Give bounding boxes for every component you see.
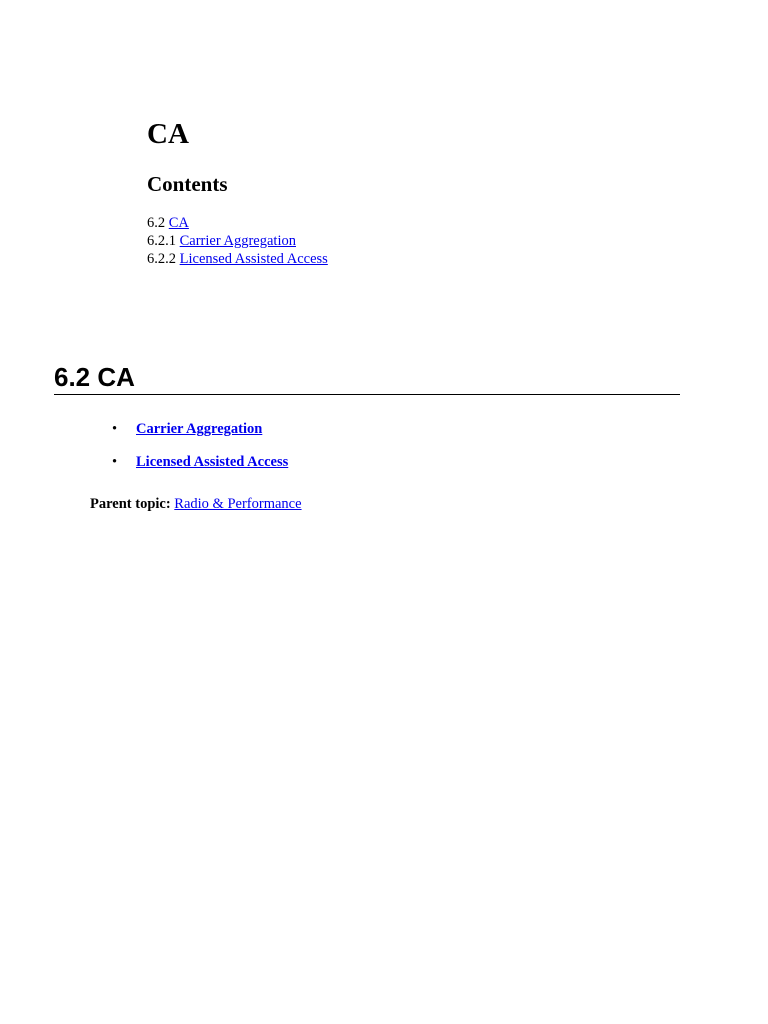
toc-number: 6.2.1 — [147, 233, 176, 249]
parent-topic — [90, 494, 302, 514]
link-licensed-assisted-access[interactable]: Licensed Assisted Access — [136, 454, 289, 470]
bullet: • — [112, 421, 118, 437]
contents-heading: Contents — [147, 172, 228, 196]
parent-topic-link[interactable]: Radio & Performance — [174, 496, 302, 512]
toc-number: 6.2 — [147, 215, 166, 231]
list-item — [110, 451, 288, 473]
toc-item — [147, 250, 328, 268]
page-title: CA — [147, 118, 189, 150]
bullet: • — [112, 454, 118, 470]
toc-link-carrier-aggregation[interactable]: Carrier Aggregation — [179, 233, 296, 249]
toc-link-licensed-assisted-access[interactable]: Licensed Assisted Access — [179, 251, 328, 267]
table-of-contents — [147, 214, 328, 268]
toc-number: 6.2.2 — [147, 251, 176, 267]
link-carrier-aggregation[interactable]: Carrier Aggregation — [136, 421, 263, 437]
child-topic-list — [110, 418, 288, 484]
toc-link-ca[interactable]: CA — [168, 215, 189, 231]
toc-item — [147, 232, 328, 250]
list-item — [110, 418, 288, 440]
section-heading: 6.2 CA — [54, 362, 680, 395]
parent-topic-label: Parent topic: — [90, 496, 171, 512]
toc-item — [147, 214, 328, 232]
